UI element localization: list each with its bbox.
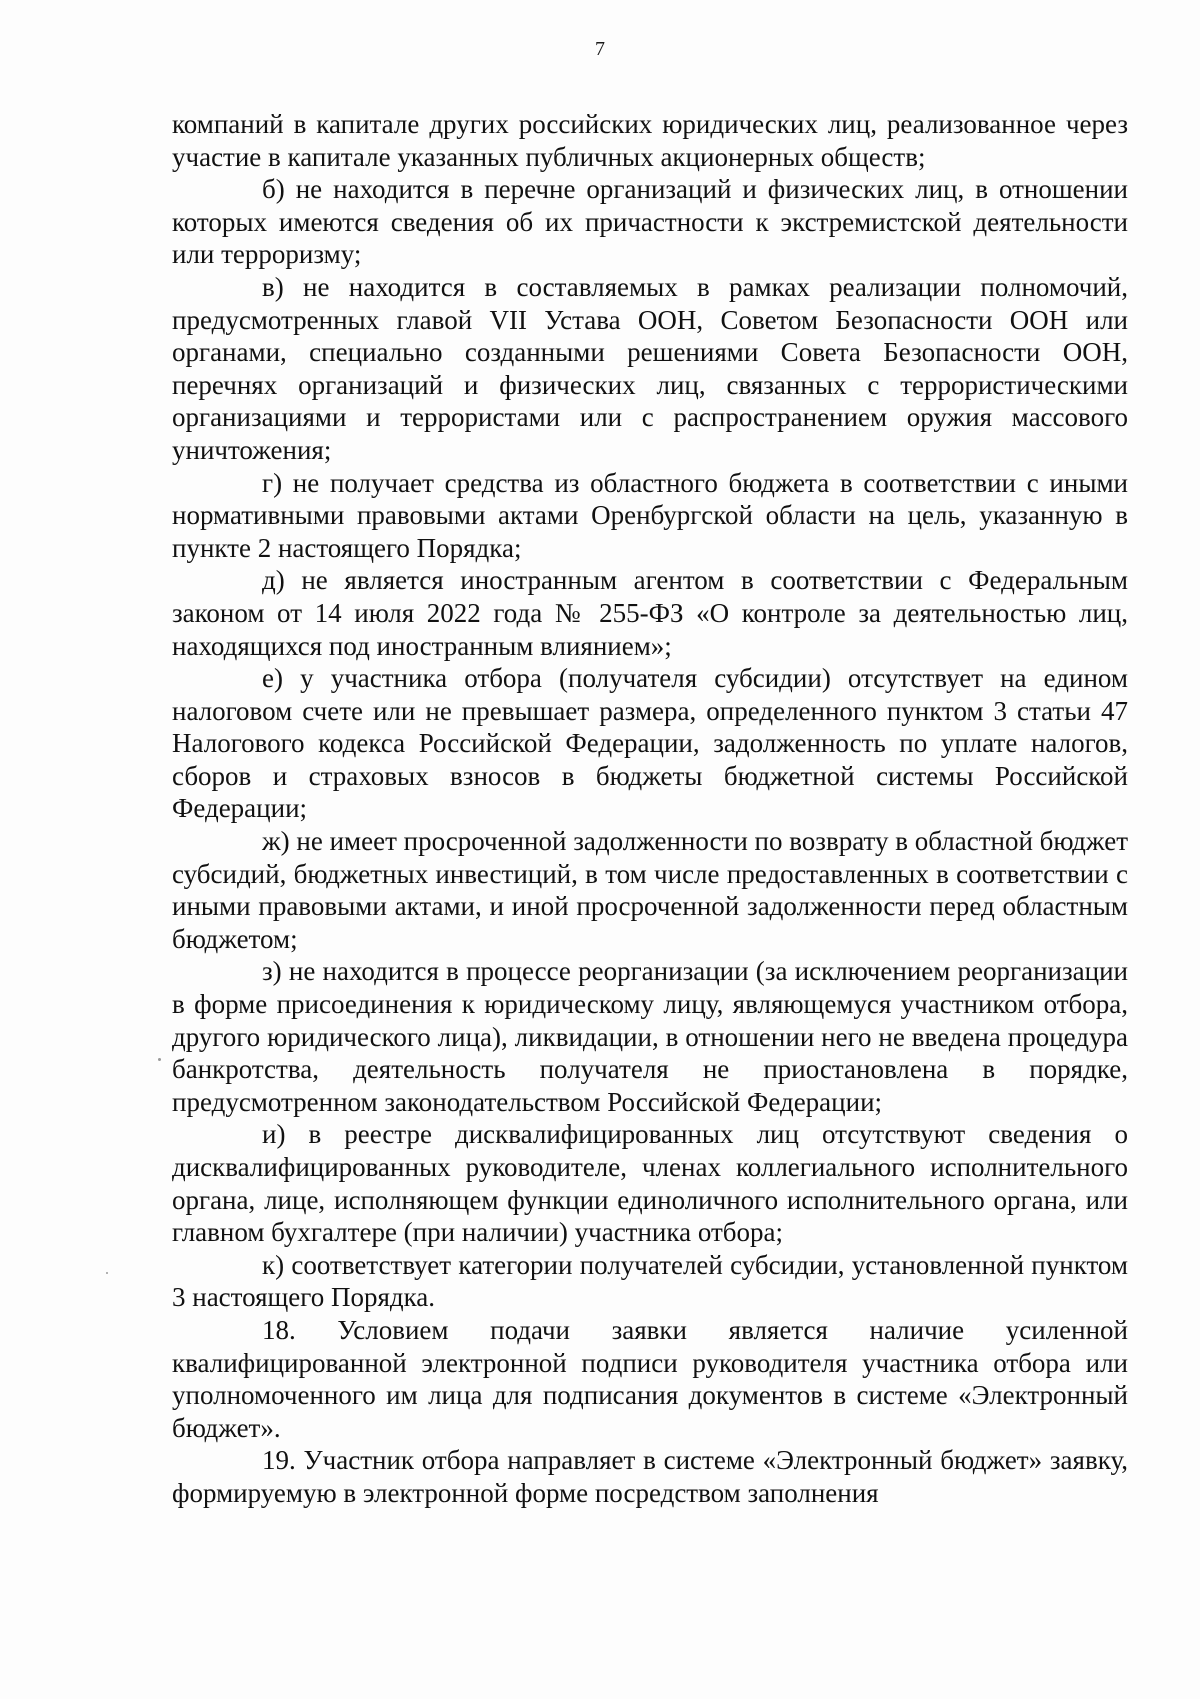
scan-artifact-dot xyxy=(106,1272,108,1274)
paragraph-item-zh: ж) не имеет просроченной задолженности по возврату в областной бюджет субсидий, бюджетных инвестиций, в том числе предоставленных в соответствии с иными правовыми актами, и иной просроченной задолженности перед областным бюджетом; xyxy=(172,826,1129,954)
paragraph-item-z: з) не находится в процессе реорганизации (за исключением реорганизации в форме присоединения к юридическому лицу, являющемуся участником отбора, другого юридического лица), ликвидации, в отношении него не введена процедура банкротства, деятельность получателя не приостановлена в порядке, предусмотренном законодательством Российской Федерации; xyxy=(172,956,1128,1117)
paragraph-item-k: к) соответствует категории получателей субсидии, установленной пунктом 3 настоящего Порядка. xyxy=(172,1249,1128,1313)
scan-artifact-dot xyxy=(158,1058,161,1061)
paragraph-clause-18: 18. Условием подачи заявки является наличие усиленной квалифицированной электронной подписи руководителя участника отбора или уполномоченного им лица для подписания документов в системе «Электронный бюджет». xyxy=(172,1314,1128,1443)
page-number: 7 xyxy=(595,38,605,60)
paragraph-item-g: г) не получает средства из областного бюджета в соответствии с иными нормативными правовыми актами Оренбургской области на цель, указанную в пункте 2 настоящего Порядка; xyxy=(172,467,1128,563)
document-body xyxy=(172,108,1128,1510)
paragraph-item-b: б) не находится в перечне организаций и физических лиц, в отношении которых имеются сведения об их причастности к экстремистской деятельности или терроризму; xyxy=(172,174,1128,270)
paragraph-item-v: в) не находится в составляемых в рамках реализации полномочий, предусмотренных главой VII Устава ООН, Советом Безопасности ООН или органами, специально созданными решениями Совета Безопасности ООН, перечнях организаций и физических лиц, связанных с террористическими организациями и террористами или с распространением оружия массового уничтожения; xyxy=(172,271,1128,465)
paragraph-item-i: и) в реестре дисквалифицированных лиц отсутствуют сведения о дисквалифицированных руководителе, членах коллегиального исполнительного органа, лице, исполняющем функции единоличного исполнительного органа, или главном бухгалтере (при наличии) участника отбора; xyxy=(172,1119,1128,1248)
paragraph-continuation: компаний в капитале других российских юридических лиц, реализованное через участие в капитале указанных публичных акционерных обществ; xyxy=(172,109,1128,172)
paragraph-item-e: е) у участника отбора (получателя субсидии) отсутствует на едином налоговом счете или не превышает размера, определенного пунктом 3 статьи 47 Налогового кодекса Российской Федерации, задолженность по уплате налогов, сборов и страховых взносов в бюджеты бюджетной системы Российской Федерации; xyxy=(172,663,1128,824)
paragraph-item-d: д) не является иностранным агентом в соответствии с Федеральным законом от 14 июля 2022 года № 255-ФЗ «О контроле за деятельностью лиц, находящихся под иностранным влиянием»; xyxy=(172,565,1128,661)
paragraph-clause-19: 19. Участник отбора направляет в системе «Электронный бюджет» заявку, формируемую в электронной форме посредством заполнения xyxy=(172,1445,1128,1508)
